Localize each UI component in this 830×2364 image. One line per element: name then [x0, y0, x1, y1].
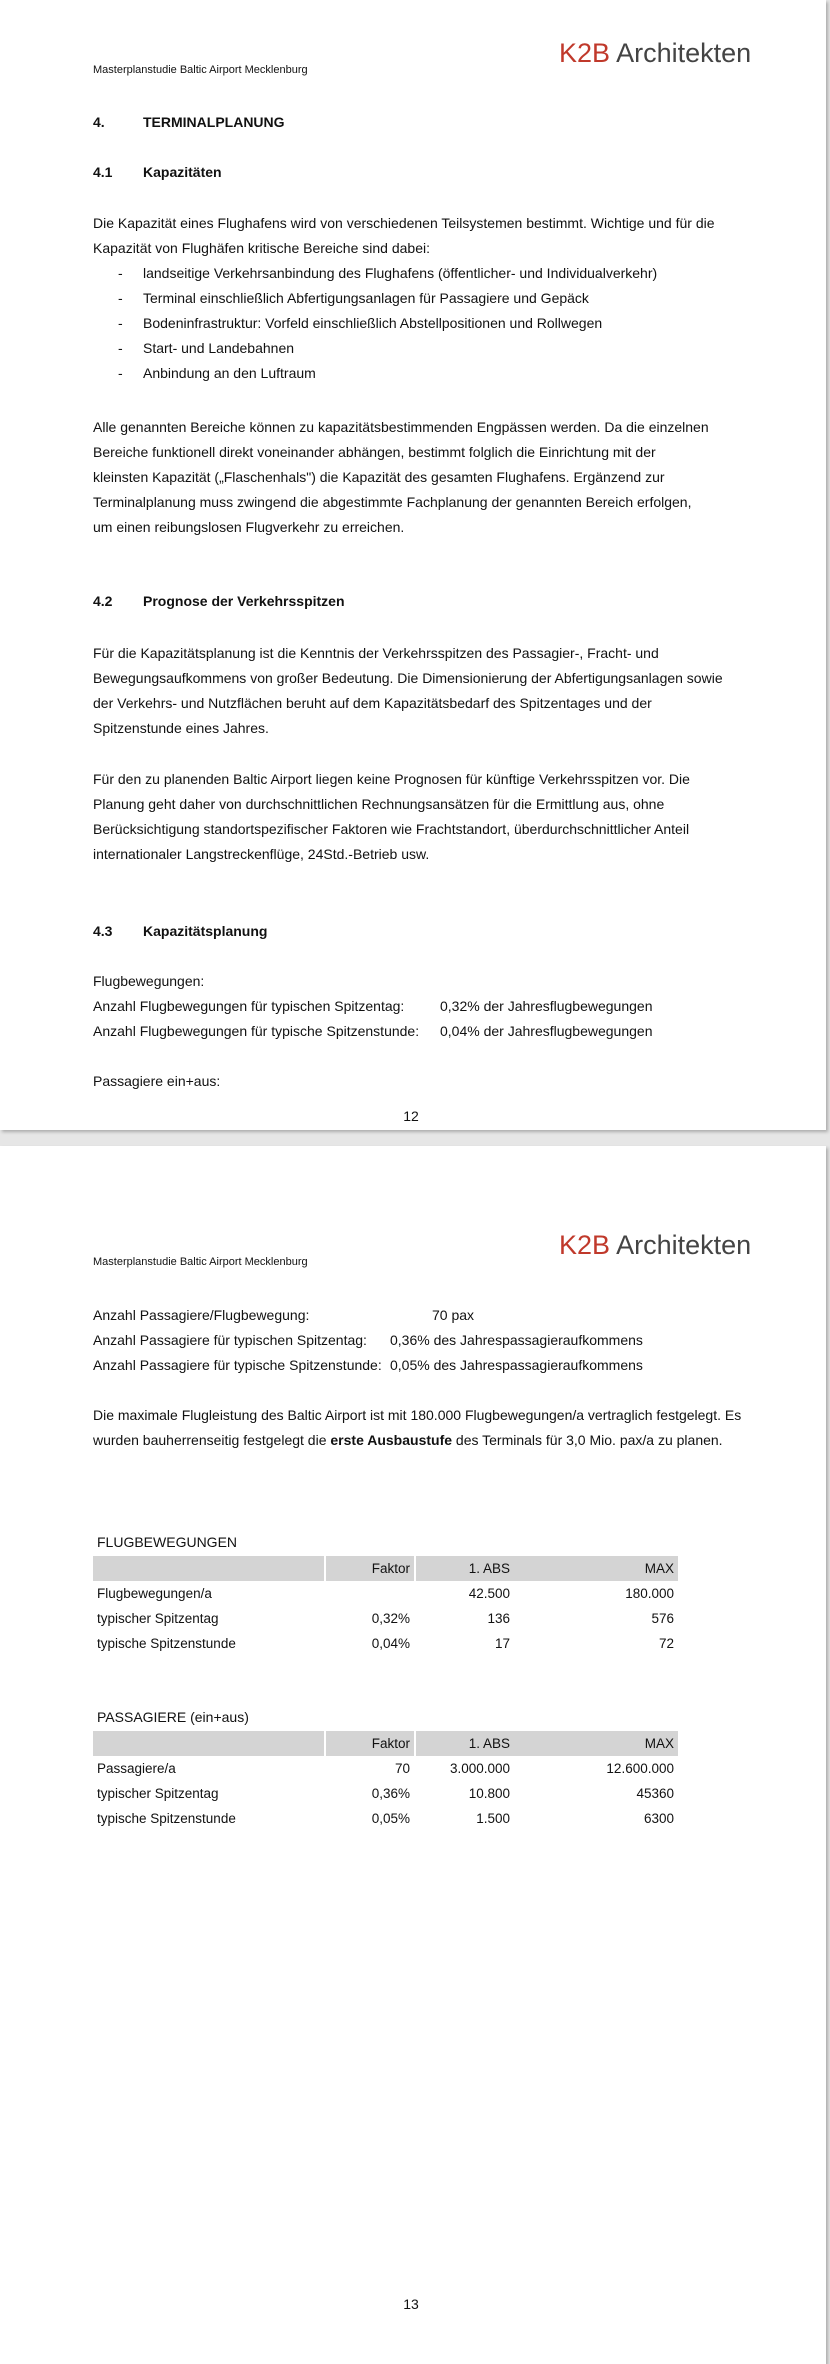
list-item	[93, 261, 657, 286]
table-title-passagiere: PASSAGIERE (ein+aus)	[97, 1709, 249, 1725]
table-header-cell: MAX	[514, 1731, 678, 1756]
table-title-flugbewegungen: FLUGBEWEGUNGEN	[97, 1534, 238, 1550]
table-row	[93, 1756, 678, 1781]
paragraph-prognose-1: Für die Kapazitätsplanung ist die Kenntnis der Verkehrsspitzen des Passagier-, Fracht- und Bewegungsaufkommens von großer Bedeutung. Die Dimensionierung der Abfertigungsanlagen sowie der Verkehrs- und Nutzflächen beruht auf dem Kapazitätsbedarf des Spitzentages und der Spitzenstunde eines Jahres.	[93, 645, 723, 736]
k2b-logo	[559, 38, 751, 69]
list-item-text: Start- und Landebahnen	[143, 340, 295, 356]
table-cell	[325, 1581, 415, 1606]
list-item	[93, 336, 657, 361]
table-row	[93, 1631, 678, 1656]
bullet-dash: -	[118, 365, 123, 381]
table-header-row	[93, 1556, 678, 1581]
table-header-row	[93, 1731, 678, 1756]
logo-k2b: K2B	[559, 38, 611, 68]
kv-label: Anzahl Passagiere/Flugbewegung:	[93, 1307, 310, 1323]
table-cell: 0,05%	[325, 1806, 415, 1831]
paragraph-prognose-2: Für den zu planenden Baltic Airport liegen keine Prognosen für künftige Verkehrsspitzen vor. Die Planung geht daher von durchschnittlichen Rechnungsansätzen für die Ermittlung aus, ohne Berücksichtigung standortspezifischer Faktoren wie Frachtstandort, überdurchschnittlicher Anteil internationaler Langstreckenflüge, 24Std.-Betrieb usw.	[93, 771, 690, 862]
section-heading-4-2	[93, 593, 345, 609]
bullet-dash: -	[118, 315, 123, 331]
list-item-text: Terminal einschließlich Abfertigungsanlagen für Passagiere und Gepäck	[143, 290, 589, 306]
paragraph-max-flugleistung	[93, 1403, 743, 1453]
table-row	[93, 1581, 678, 1606]
list-item	[93, 311, 657, 336]
bullet-dash: -	[118, 290, 123, 306]
passagiere-block	[93, 1303, 643, 1378]
table-cell: 0,04%	[325, 1631, 415, 1656]
list-item-text: landseitige Verkehrsanbindung des Flughafens (öffentlicher- und Individualverkehr)	[143, 265, 658, 281]
list-item	[93, 361, 657, 386]
list-item-text: Bodeninfrastruktur: Vorfeld einschließlich Abstellpositionen und Rollwegen	[143, 315, 603, 331]
table-cell: 576	[651, 1611, 674, 1626]
kv-value: 0,36% des Jahrespassagieraufkommens	[390, 1332, 643, 1348]
table-cell: Flugbewegungen/a	[93, 1581, 325, 1606]
table-header-cell: 1. ABS	[415, 1731, 514, 1756]
table-row	[93, 1606, 678, 1631]
paragraph-intro: Die Kapazität eines Flughafens wird von verschiedenen Teilsystemen bestimmt. Wichtige und für die Kapazität von Flughäfen kritische Bereiche sind dabei:	[93, 215, 715, 256]
kv-row	[93, 1019, 653, 1044]
table-header-cell	[93, 1731, 325, 1756]
kv-value: 70 pax	[432, 1307, 475, 1323]
table-cell: 72	[658, 1636, 674, 1651]
page-number: 12	[403, 1108, 419, 1124]
table-header-cell: Faktor	[325, 1731, 415, 1756]
table-header-cell: 1. ABS	[415, 1556, 514, 1581]
section-number: 4.3	[93, 923, 113, 939]
document-header-title: Masterplanstudie Baltic Airport Mecklenburg	[93, 1256, 308, 1268]
table-cell: 180.000	[625, 1586, 674, 1601]
table-flugbewegungen	[93, 1556, 679, 1656]
kv-value: 0,05% des Jahrespassagieraufkommens	[390, 1357, 643, 1373]
logo-architekten: Architekten	[616, 1230, 752, 1260]
kv-value: 0,04% der Jahresflugbewegungen	[440, 1023, 653, 1039]
page-number: 13	[403, 2296, 419, 2312]
paragraph-engpass: Alle genannten Bereiche können zu kapazitätsbestimmenden Engpässen werden. Da die einzelnen Bereiche funktionell direkt voneinander abhängen, bestimmt folglich die Einrichtung mit der kleinsten Kapazität („Flaschenhals") die Kapazität des gesamten Flughafens. Ergänzend zur Terminalplanung muss zwingend die abgestimmte Fachplanung der genannten Bereich erfolgen, um einen reibungslosen Flugverkehr zu erreichen.	[93, 419, 709, 535]
table-header-cell: Faktor	[325, 1556, 415, 1581]
section-number: 4.2	[93, 593, 113, 609]
section-number: 4.1	[93, 164, 113, 180]
section-heading-4-3	[93, 923, 267, 939]
table-row	[93, 1806, 678, 1831]
section-heading-4	[93, 114, 285, 130]
table-cell: typischer Spitzentag	[93, 1606, 325, 1631]
table-cell: typische Spitzenstunde	[93, 1806, 325, 1831]
bullet-dash: -	[118, 265, 123, 281]
table-cell: 0,36%	[325, 1781, 415, 1806]
section-heading-4-1	[93, 164, 222, 180]
table-cell: Passagiere/a	[93, 1756, 325, 1781]
table-cell: 12.600.000	[606, 1761, 674, 1776]
paragraph-text: Die maximale Flugleistung des Baltic Airport ist mit 180.000 Flugbewegungen/a vertraglich festgelegt. Es wurden bauherrenseitig festgelegt die	[93, 1407, 742, 1448]
table-cell: 45360	[636, 1786, 674, 1801]
table-passagiere	[93, 1731, 679, 1831]
table-cell: 42.500	[468, 1586, 510, 1601]
table-cell: 6300	[643, 1811, 674, 1826]
table-cell: typischer Spitzentag	[93, 1781, 325, 1806]
table-row	[93, 1781, 678, 1806]
list-item	[93, 286, 657, 311]
paragraph-emphasis: erste Ausbaustufe	[330, 1432, 453, 1448]
section-title: Prognose der Verkehrsspitzen	[143, 593, 345, 609]
kv-row	[93, 994, 653, 1019]
k2b-logo	[559, 1230, 751, 1261]
kv-value: 0,32% der Jahresflugbewegungen	[440, 998, 653, 1014]
passagiere-heading: Passagiere ein+aus:	[93, 1073, 221, 1089]
bullet-list	[93, 261, 657, 386]
kv-row	[93, 1353, 643, 1378]
table-cell: 1.500	[476, 1811, 510, 1826]
section-title: TERMINALPLANUNG	[143, 114, 285, 130]
table-cell: 17	[494, 1636, 510, 1651]
flugbewegungen-heading: Flugbewegungen:	[93, 973, 205, 989]
document-header-title: Masterplanstudie Baltic Airport Mecklenburg	[93, 64, 308, 76]
section-title: Kapazitätsplanung	[143, 923, 268, 939]
kv-row	[93, 1303, 643, 1328]
table-cell: 3.000.000	[449, 1761, 510, 1776]
table-header-cell	[93, 1556, 325, 1581]
document-page-12	[0, 0, 826, 1130]
logo-k2b: K2B	[559, 1230, 611, 1260]
table-cell: typische Spitzenstunde	[93, 1631, 325, 1656]
list-item-text: Anbindung an den Luftraum	[143, 365, 316, 381]
kv-label: Anzahl Flugbewegungen für typische Spitzenstunde:	[93, 1023, 420, 1039]
document-page-13	[0, 1146, 826, 2364]
section-number: 4.	[93, 114, 105, 130]
bullet-dash: -	[118, 340, 123, 356]
logo-architekten: Architekten	[616, 38, 752, 68]
section-title: Kapazitäten	[143, 164, 222, 180]
table-cell: 0,32%	[325, 1606, 415, 1631]
kv-row	[93, 1328, 643, 1353]
kv-label: Anzahl Passagiere für typische Spitzenstunde:	[93, 1357, 382, 1373]
kv-label: Anzahl Passagiere für typischen Spitzentag:	[93, 1332, 367, 1348]
table-header-cell: MAX	[514, 1556, 678, 1581]
paragraph-text: des Terminals für 3,0 Mio. pax/a zu planen.	[452, 1432, 723, 1448]
kv-label: Anzahl Flugbewegungen für typischen Spitzentag:	[93, 998, 405, 1014]
flugbewegungen-block	[93, 969, 653, 1044]
table-cell: 70	[325, 1756, 415, 1781]
table-cell: 136	[487, 1611, 510, 1626]
table-cell: 10.800	[468, 1786, 510, 1801]
